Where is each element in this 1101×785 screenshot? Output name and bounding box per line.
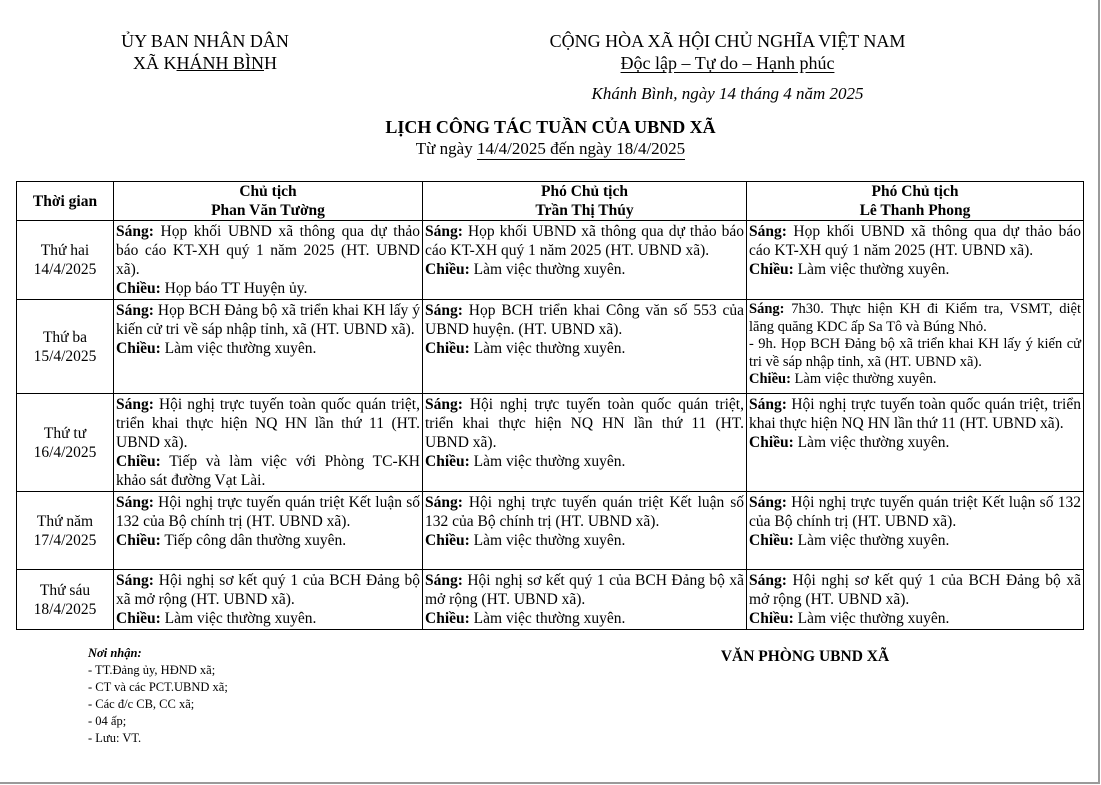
task-cell: Sáng: Họp BCH Đảng bộ xã triển khai KH lấy ý kiến cử tri về sáp nhập tỉnh, xã (HT. UBND xã). Chiều: Làm việc thường xuyên. — [114, 300, 423, 394]
table-row — [17, 300, 1084, 394]
task-cell: Sáng: Hội nghị trực tuyến quán triệt Kết luận số 132 của Bộ chính trị (HT. UBND xã). Chiều: Làm việc thường xuyên. — [423, 492, 747, 570]
day-cell: Thứ tư 16/4/2025 — [17, 394, 114, 492]
task-cell: Sáng: Hội nghị trực tuyến quán triệt Kết luận số 132 của Bộ chính trị (HT. UBND xã). Chiều: Làm việc thường xuyên. — [747, 492, 1084, 570]
task-cell: Sáng: Họp khối UBND xã thông qua dự thảo báo cáo KT-XH quý 1 năm 2025 (HT. UBND xã). Chiều: Họp báo TT Huyện ủy. — [114, 221, 423, 300]
schedule-table — [16, 181, 1084, 630]
task-cell: Sáng: Hội nghị trực tuyến toàn quốc quán triệt, triển khai thực hiện NQ HN lần thứ 11 (HT. UBND xã). Chiều: Tiếp và làm việc với Phòng TC-KH khảo sát đường Vạt Lài. — [114, 394, 423, 492]
task-cell: Sáng: 7h30. Thực hiện KH đi Kiểm tra, VSMT, diệt lăng quăng KDC ấp Sa Tô và Búng Nhỏ. - 9h. Họp BCH Đảng bộ xã triển khai KH lấy ý kiến cử tri về sáp nhập tỉnh, xã (HT. UBND xã). Chiều: Làm việc thường xuyên. — [747, 300, 1084, 394]
table-row — [17, 570, 1084, 630]
table-row — [17, 394, 1084, 492]
task-cell: Sáng: Họp khối UBND xã thông qua dự thảo báo cáo KT-XH quý 1 năm 2025 (HT. UBND xã). Chiều: Làm việc thường xuyên. — [423, 221, 747, 300]
task-cell: Sáng: Hội nghị sơ kết quý 1 của BCH Đảng bộ xã mở rộng (HT. UBND xã). Chiều: Làm việc thường xuyên. — [747, 570, 1084, 630]
recipients-block — [88, 645, 228, 747]
header-vice-chairman-2: Phó Chủ tịch Lê Thanh Phong — [747, 182, 1084, 221]
header-vice-chairman-1: Phó Chủ tịch Trần Thị Thúy — [423, 182, 747, 221]
national-motto: Độc lập – Tự do – Hạnh phúc — [620, 53, 835, 73]
task-cell: Sáng: Họp khối UBND xã thông qua dự thảo báo cáo KT-XH quý 1 năm 2025 (HT. UBND xã). Chiều: Làm việc thường xuyên. — [747, 221, 1084, 300]
table-row — [17, 221, 1084, 300]
task-cell: Sáng: Hội nghị trực tuyến quán triệt Kết luận số 132 của Bộ chính trị (HT. UBND xã). Chiều: Tiếp công dân thường xuyên. — [114, 492, 423, 570]
issuer-line1: ỦY BAN NHÂN DÂN — [121, 31, 289, 51]
issuer-header — [90, 30, 320, 74]
task-cell: Sáng: Họp BCH triển khai Công văn số 553 của UBND huyện. (HT. UBND xã). Chiều: Làm việc thường xuyên. — [423, 300, 747, 394]
issuing-office: VĂN PHÒNG UBND XÃ — [720, 648, 890, 665]
task-cell: Sáng: Hội nghị trực tuyến toàn quốc quán triệt, triển khai thực hiện NQ HN lần thứ 11 (HT. UBND xã). Chiều: Làm việc thường xuyên. — [423, 394, 747, 492]
day-cell: Thứ năm 17/4/2025 — [17, 492, 114, 570]
task-cell: Sáng: Hội nghị trực tuyến toàn quốc quán triệt, triển khai thực hiện NQ HN lần thứ 11 (HT. UBND xã). Chiều: Làm việc thường xuyên. — [747, 394, 1084, 492]
table-row — [17, 492, 1084, 570]
issuer-line2: XÃ KHÁNH BÌNH — [133, 53, 277, 73]
task-cell: Sáng: Hội nghị sơ kết quý 1 của BCH Đảng bộ xã mở rộng (HT. UBND xã). Chiều: Làm việc thường xuyên. — [423, 570, 747, 630]
table-header-row — [17, 182, 1084, 221]
recipient-item: - CT và các PCT.UBND xã; — [88, 680, 228, 694]
document-title: LỊCH CÔNG TÁC TUẦN CỦA UBND XÃ — [385, 117, 716, 137]
recipients-heading: Nơi nhận: — [88, 646, 142, 660]
document-date: Khánh Bình, ngày 14 tháng 4 năm 2025 — [591, 84, 864, 103]
header-chairman: Chủ tịch Phan Văn Tường — [114, 182, 423, 221]
recipient-item: - Lưu: VT. — [88, 731, 142, 745]
day-cell: Thứ hai 14/4/2025 — [17, 221, 114, 300]
day-cell: Thứ sáu 18/4/2025 — [17, 570, 114, 630]
recipient-item: - TT.Đảng ủy, HĐND xã; — [88, 663, 216, 677]
country-name: CỘNG HÒA XÃ HỘI CHỦ NGHĨA VIỆT NAM — [549, 31, 906, 51]
recipient-item: - Các đ/c CB, CC xã; — [88, 697, 195, 711]
task-cell: Sáng: Hội nghị sơ kết quý 1 của BCH Đảng bộ xã mở rộng (HT. UBND xã). Chiều: Làm việc thường xuyên. — [114, 570, 423, 630]
recipient-item: - 04 ấp; — [88, 714, 127, 728]
day-cell: Thứ ba 15/4/2025 — [17, 300, 114, 394]
header-time: Thời gian — [17, 182, 114, 221]
national-header — [500, 30, 955, 74]
document-subtitle: Từ ngày 14/4/2025 đến ngày 18/4/2025 — [415, 139, 686, 158]
